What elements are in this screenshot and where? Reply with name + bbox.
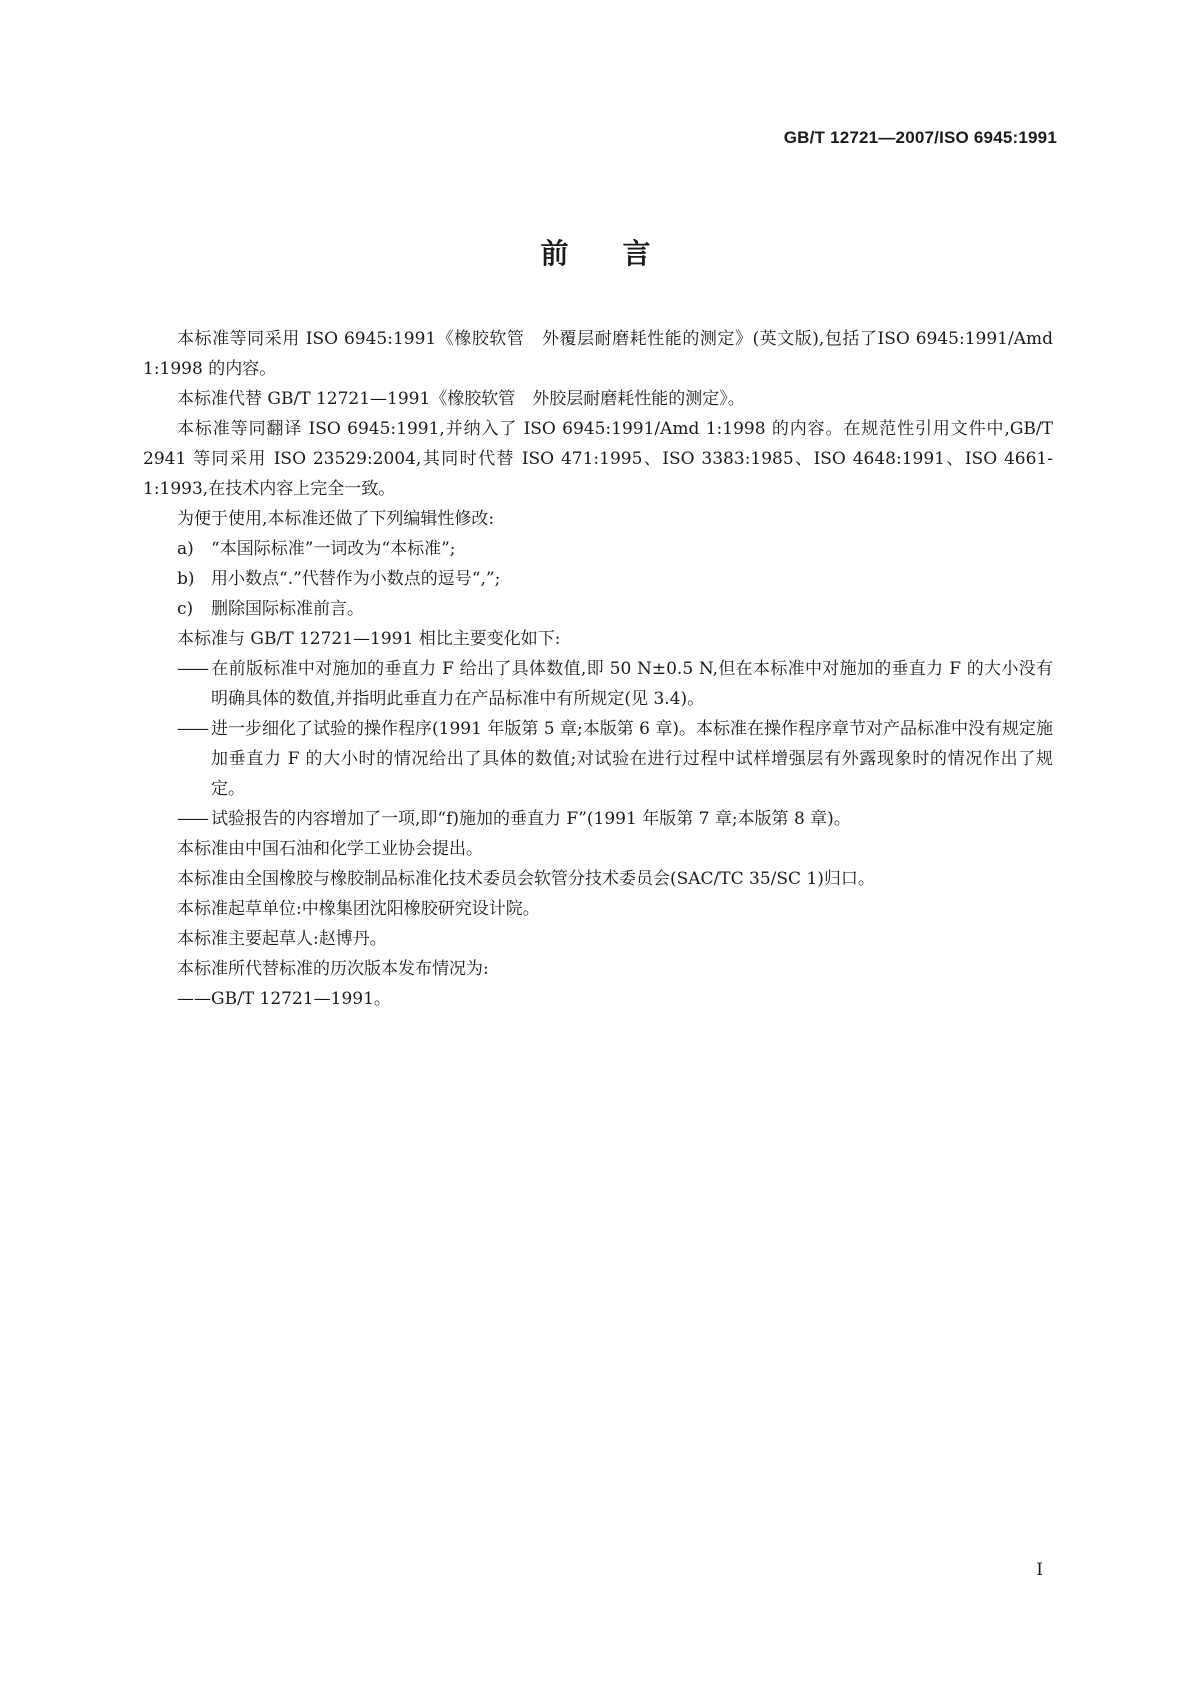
paragraph-replacement: 本标准代替 GB/T 12721—1991《橡胶软管 外胶层耐磨耗性能的测定》。 <box>177 389 745 409</box>
list-text: 删除国际标准前言。 <box>211 599 364 619</box>
edit-item <box>143 564 1053 594</box>
dash-marker: —— <box>177 809 207 829</box>
dash-marker: —— <box>177 719 207 739</box>
paragraph-adoption: 本标准等同采用 ISO 6945:1991《橡胶软管 外覆层耐磨耗性能的测定》(英文版),包括了ISO 6945:1991/Amd 1:1998 的内容。 <box>143 329 1053 379</box>
dash-marker: —— <box>177 989 211 1009</box>
paragraph-committee: 本标准由全国橡胶与橡胶制品标准化技术委员会软管分技术委员会(SAC/TC 35/SC 1)归口。 <box>177 869 875 889</box>
edit-item <box>143 534 1053 564</box>
change-text: 试验报告的内容增加了一项,即“f)施加的垂直力 F”(1991 年版第 7 章;本版第 8 章)。 <box>211 809 851 829</box>
list-marker: c) <box>177 599 194 619</box>
change-item <box>143 714 1053 804</box>
change-item <box>143 804 1053 834</box>
paragraph-changes-intro: 本标准与 GB/T 12721—1991 相比主要变化如下: <box>177 629 561 649</box>
paragraph-translation: 本标准等同翻译 ISO 6945:1991,并纳入了 ISO 6945:1991/Amd 1:1998 的内容。在规范性引用文件中,GB/T 2941 等同采用 ISO 23529:2004,其同时代替 ISO 471:1995、ISO 3383:1985、ISO 4648:1991、ISO 4661-1:1993,在技术内容上完全一致。 <box>143 419 1053 499</box>
dash-marker: —— <box>177 659 207 679</box>
preface-body <box>143 324 1053 1014</box>
paragraph-history-intro: 本标准所代替标准的历次版本发布情况为: <box>177 959 489 979</box>
standard-code-header: GB/T 12721—2007/ISO 6945:1991 <box>783 128 1057 147</box>
paragraph-drafter: 本标准主要起草人:赵博丹。 <box>177 929 387 949</box>
paragraph-edits-intro: 为便于使用,本标准还做了下列编辑性修改: <box>177 509 495 529</box>
history-text: GB/T 12721—1991。 <box>211 989 391 1009</box>
list-marker: a) <box>177 539 194 559</box>
paragraph-proposer: 本标准由中国石油和化学工业协会提出。 <box>177 839 483 859</box>
change-item <box>143 654 1053 714</box>
page-number: I <box>1036 1560 1043 1580</box>
change-text: 在前版标准中对施加的垂直力 F 给出了具体数值,即 50 N±0.5 N,但在本标准中对施加的垂直力 F 的大小没有明确具体的数值,并指明此垂直力在产品标准中有所规定(见 3.4)。 <box>211 659 1053 709</box>
paragraph-drafting-unit: 本标准起草单位:中橡集团沈阳橡胶研究设计院。 <box>177 899 540 919</box>
history-item <box>143 984 1053 1014</box>
change-text: 进一步细化了试验的操作程序(1991 年版第 5 章;本版第 6 章)。本标准在操作程序章节对产品标准中没有规定施加垂直力 F 的大小时的情况给出了具体的数值;对试验在进行过程中试样增强层有外露现象时的情况作出了规定。 <box>211 719 1053 799</box>
edit-item <box>143 594 1053 624</box>
list-text: “本国际标准”一词改为“本标准”; <box>211 539 456 559</box>
list-text: 用小数点“.”代替作为小数点的逗号“,”; <box>211 569 501 589</box>
page-title: 前言 <box>540 237 705 270</box>
list-marker: b) <box>177 569 195 589</box>
